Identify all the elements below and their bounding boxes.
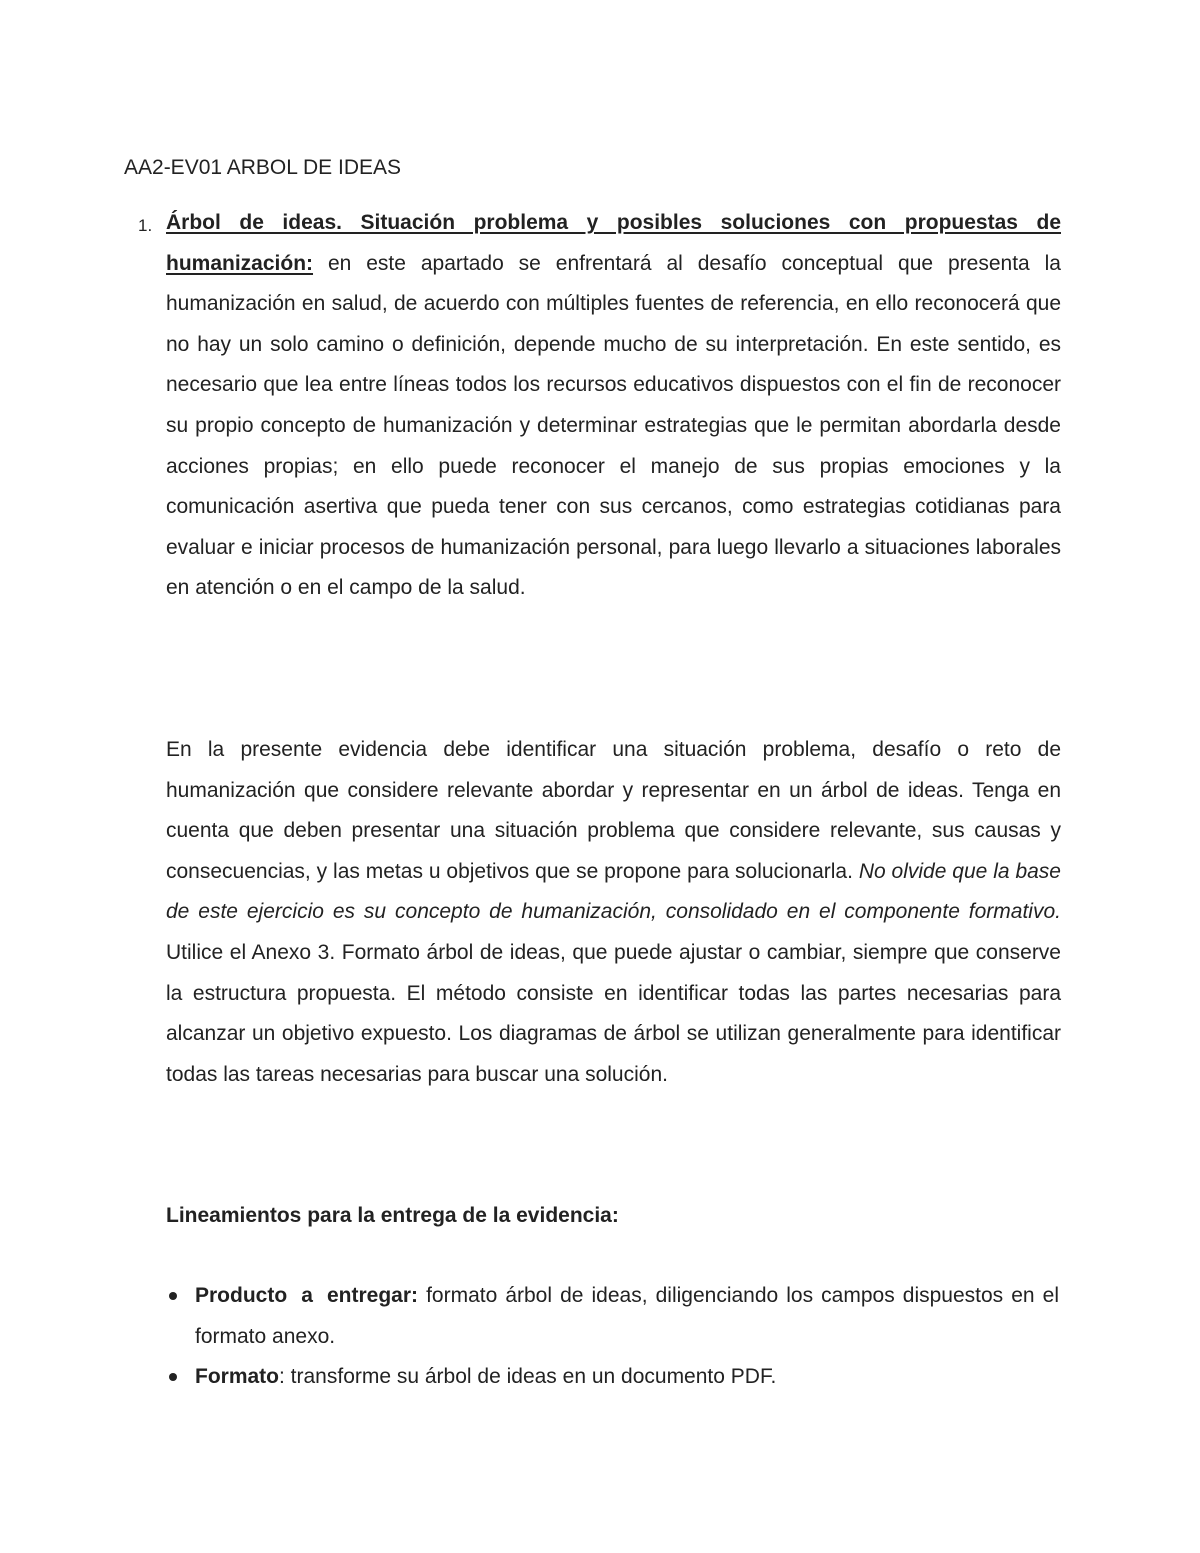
item-number: 1. [138,216,153,235]
evidence-intro: En la presente evidencia debe identificar una situación problema, desafío o reto de humanización que considere relevante abordar y representar en un árbol de ideas. Tenga en cuenta que deben presentar una situación problema que considere relevante, sus causas y consecuencias, y las metas u objetivos que se propone para solucionarla. [166,738,1061,883]
guidelines-list [166,1276,1059,1398]
bullet-text: formato árbol de ideas, diligenciando los campos dispuestos en el formato anexo. [195,1284,1059,1348]
bullet-label: Formato [195,1365,279,1389]
item-paragraph [166,203,1061,609]
document-title: AA2-EV01 ARBOL DE IDEAS [124,156,402,179]
bullet-icon [169,1373,177,1381]
evidence-paragraph [166,730,1061,1095]
list-item [166,1357,1059,1398]
evidence-rest: Utilice el Anexo 3. Formato árbol de ideas, que puede ajustar o cambiar, siempre que conserve la estructura propuesta. El método consiste en identificar todas las partes necesarias para alcanzar un objetivo expuesto. Los diagramas de árbol se utilizan generalmente para identificar todas las tareas necesarias para buscar una solución. [166,940,1061,1086]
bullet-text: : transforme su árbol de ideas en un documento PDF. [279,1365,777,1389]
item-heading: Árbol de ideas. Situación problema y posibles soluciones con propuestas de humanización: [166,211,1061,275]
evidence-italic-note: No olvide que la base de este ejercicio es su concepto de humanización, consolidado en el componente formativo. [166,859,1061,924]
list-item [166,1276,1059,1357]
guidelines-heading: Lineamientos para la entrega de la evidencia: [166,1204,619,1227]
item-body: en este apartado se enfrentará al desafío conceptual que presenta la humanización en salud, de acuerdo con múltiples fuentes de referencia, en ello reconocerá que no hay un solo camino o definición, depende mucho de su interpretación. En este sentido, es necesario que lea entre líneas todos los recursos educativos dispuestos con el fin de reconocer su propio concepto de humanización y determinar estrategias que le permitan abordarla desde acciones propias; en ello puede reconocer el manejo de sus propias emociones y la comunicación asertiva que pueda tener con sus cercanos, como estrategias cotidianas para evaluar e iniciar procesos de humanización personal, para luego llevarlo a situaciones laborales en atención o en el campo de la salud. [166,251,1061,600]
bullet-icon [169,1292,177,1300]
bullet-label: Producto a entregar: [195,1284,418,1307]
